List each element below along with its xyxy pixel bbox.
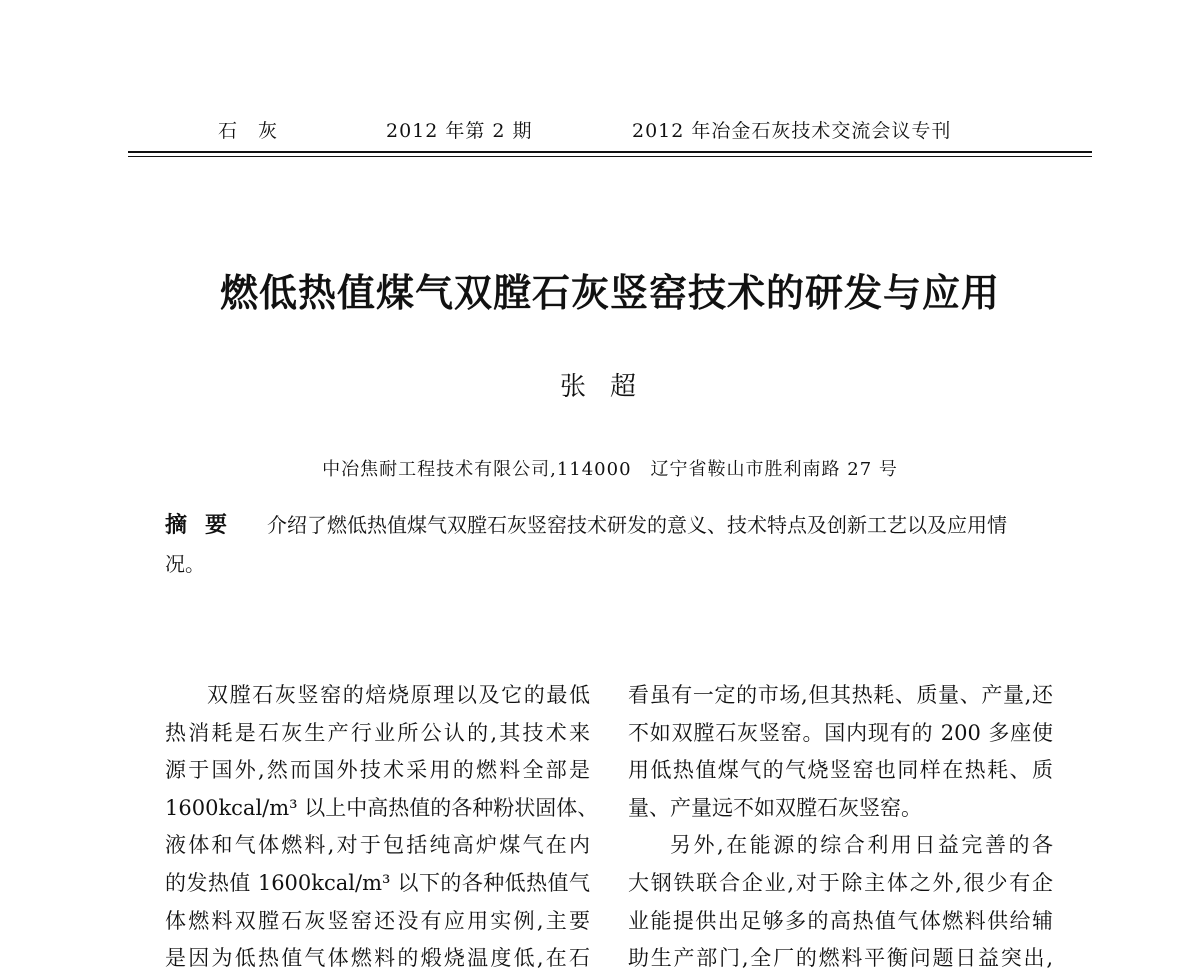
text-line: 1600kcal/m³ 以上中高热值的各种粉状固体、 xyxy=(165,795,599,820)
text-line: 另外,在能源的综合利用日益完善的各 xyxy=(670,833,1053,858)
text-line: 体燃料双膛石灰竖窑还没有应用实例,主要 xyxy=(165,908,590,933)
text-line: 量、产量远不如双膛石灰竖窑。 xyxy=(628,795,922,820)
left-column xyxy=(165,677,599,978)
text-line: 热消耗是石灰生产行业所公认的,其技术来 xyxy=(165,720,590,745)
abstract-text: 介绍了燃低热值煤气双膛石灰竖窑技术研发的意义、技术特点及创新工艺以及应用情况。 xyxy=(165,513,1008,576)
text-line: 不如双膛石灰竖窑。国内现有的 200 多座使 xyxy=(628,720,1053,745)
text-line: 业能提供出足够多的高热值气体燃料供给辅 xyxy=(628,908,1053,933)
text-line: 源于国外,然而国外技术采用的燃料全部是 xyxy=(165,758,590,783)
author: 张超 xyxy=(559,372,660,402)
text-line: 液体和气体燃料,对于包括纯高炉煤气在内 xyxy=(165,833,590,858)
abstract-label: 摘要 xyxy=(165,513,246,538)
abstract xyxy=(165,506,1045,583)
text-line: 双膛石灰竖窑的焙烧原理以及它的最低 xyxy=(207,683,590,707)
text-line: 看虽有一定的市场,但其热耗、质量、产量,还 xyxy=(628,683,1053,707)
affiliation: 中冶焦耐工程技术有限公司,114000 辽宁省鞍山市胜利南路 27 号 xyxy=(322,459,898,480)
header-rule xyxy=(128,151,1092,153)
text-line: 的发热值 1600kcal/m³ 以下的各种低热值气 xyxy=(165,870,590,895)
text-line: 大钢铁联合企业,对于除主体之外,很少有企 xyxy=(628,870,1053,895)
running-header-special: 2012 年冶金石灰技术交流会议专刊 xyxy=(632,120,952,142)
header-rule-thin xyxy=(128,156,1092,157)
text-line: 是因为低热值气体燃料的煅烧温度低,在石 xyxy=(165,946,590,971)
right-column xyxy=(628,677,1053,978)
running-header-journal: 石 灰 xyxy=(218,120,279,142)
running-header-issue: 2012 年第 2 期 xyxy=(386,120,533,142)
text-line: 助生产部门,全厂的燃料平衡问题日益突出, xyxy=(628,946,1053,971)
text-line: 用低热值煤气的气烧竖窑也同样在热耗、质 xyxy=(628,758,1053,783)
paper-title: 燃低热值煤气双膛石灰竖窑技术的研发与应用 xyxy=(219,271,1000,315)
